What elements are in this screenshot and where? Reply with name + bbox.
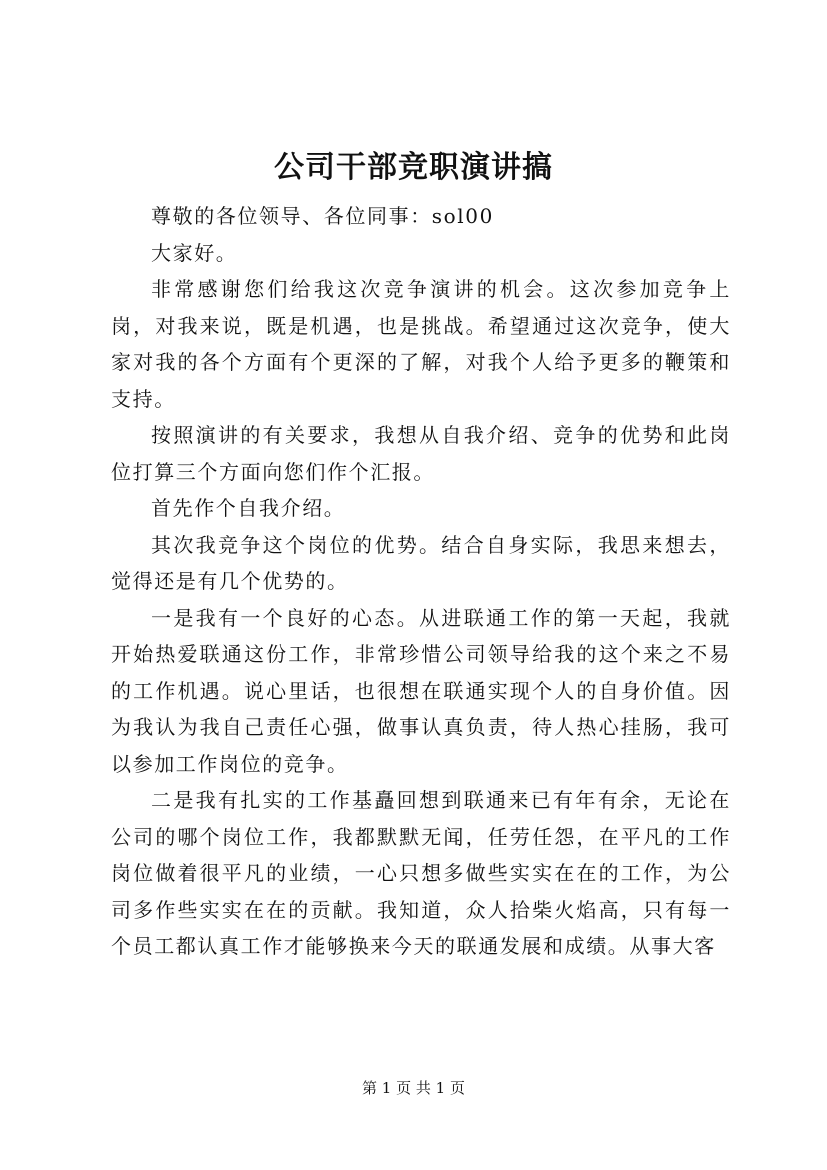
document-body bbox=[111, 198, 731, 965]
body-paragraph: 非常感谢您们给我这次竞争演讲的机会。这次参加竞争上岗，对我来说，既是机遇，也是挑战。希望通过这次竞争，使大家对我的各个方面有个更深的了解，对我个人给予更多的鞭策和支持。 bbox=[111, 277, 731, 411]
body-paragraph: 首先作个自我介绍。 bbox=[151, 496, 346, 520]
salutation-paragraph: 尊敬的各位领导、各位同事：sol00 bbox=[151, 204, 494, 228]
body-paragraph: 按照演讲的有关要求，我想从自我介绍、竞争的优势和此岗位打算三个方面向您们作个汇报。 bbox=[111, 423, 731, 484]
page-number-footer: 第 1 页 共 1 页 bbox=[362, 1079, 465, 1097]
greeting-paragraph: 大家好。 bbox=[151, 240, 238, 265]
body-paragraph: 其次我竞争这个岗位的优势。结合自身实际，我思来想去，觉得还是有几个优势的。 bbox=[111, 532, 731, 593]
body-paragraph: 二是我有扎实的工作基矗回想到联通来已有年有余，无论在公司的哪个岗位工作，我都默默无闻，任劳任怨，在平凡的工作岗位做着很平凡的业绩，一心只想多做些实实在在的工作，为公司多作些实实在在的贡献。我知道，众人拾柴火焰高，只有每一个员工都认真工作才能够换来今天的联通发展和成绩。从事大客 bbox=[111, 788, 731, 958]
document-title: 公司干部竞职演讲搞 bbox=[274, 150, 553, 185]
body-paragraph: 一是我有一个良好的心态。从进联通工作的第一天起，我就开始热爱联通这份工作，非常珍惜公司领导给我的这个来之不易的工作机遇。说心里话，也很想在联通实现个人的自身价值。因为我认为我自己责任心强，做事认真负责，待人热心挂肠，我可以参加工作岗位的竞争。 bbox=[111, 605, 731, 776]
